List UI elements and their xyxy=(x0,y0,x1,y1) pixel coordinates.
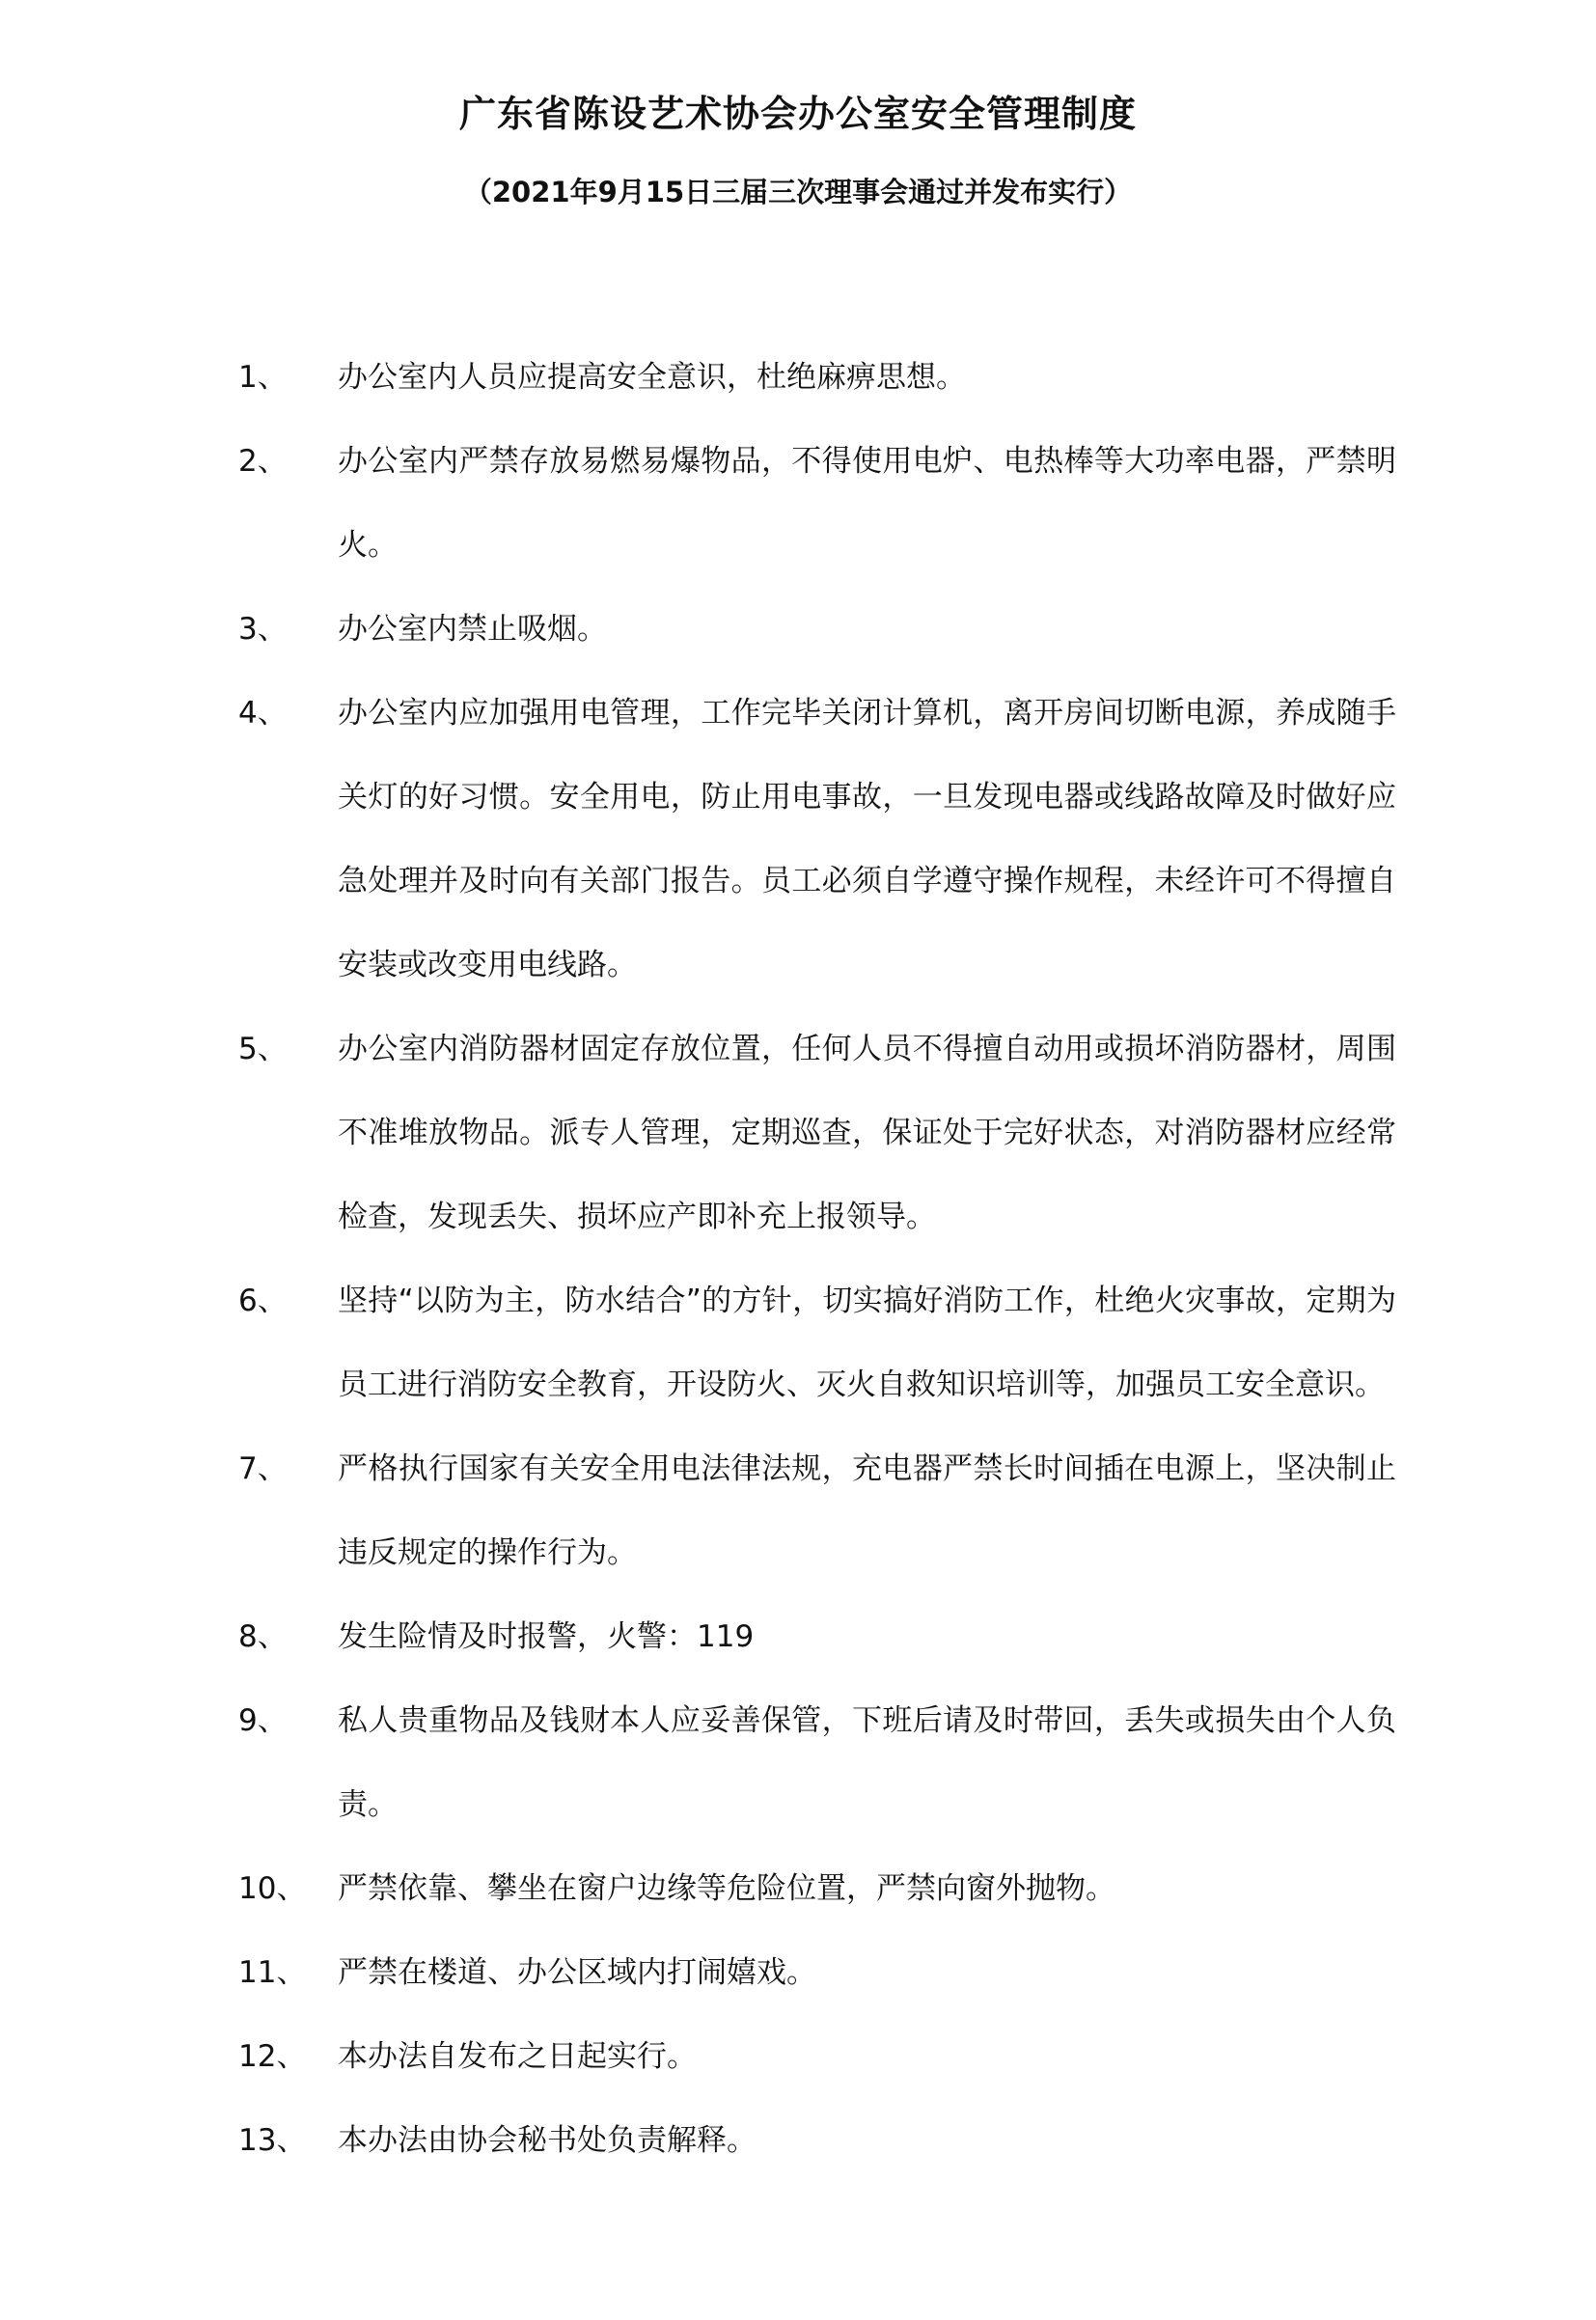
rule-text: 办公室内人员应提高安全意识，杜绝麻痹思想。 xyxy=(338,360,966,395)
rule-number: 1、 xyxy=(238,360,288,395)
rule-number: 4、 xyxy=(238,696,288,731)
rule-number: 9、 xyxy=(238,1703,288,1738)
rule-item xyxy=(238,1679,1396,1847)
rule-number: 6、 xyxy=(238,1284,288,1318)
rule-item xyxy=(238,336,1396,420)
rule-text: 办公室内严禁存放易燃易爆物品，不得使用电炉、电热棒等大功率电器，严禁明火。 xyxy=(338,444,1396,563)
document-title: 广东省陈设艺术协会办公室安全管理制度 xyxy=(458,93,1137,135)
document-subtitle: （2021年9月15日三届三次理事会通过并发布实行） xyxy=(463,176,1133,208)
rule-number: 10、 xyxy=(238,1871,307,1906)
rule-number: 11、 xyxy=(238,1955,307,1990)
rule-item xyxy=(238,672,1396,1008)
rule-text: 坚持“以防为主，防水结合”的方针，切实搞好消防工作，杜绝火灾事故，定期为员工进行消防安全教育，开设防火、灭火自救知识培训等，加强员工安全意识。 xyxy=(338,1284,1396,1402)
rule-item xyxy=(238,1259,1396,1427)
rule-number: 3、 xyxy=(238,612,288,647)
rule-number: 12、 xyxy=(238,2039,307,2074)
rule-item xyxy=(238,1008,1396,1259)
rule-item xyxy=(238,2099,1396,2183)
rule-text: 办公室内消防器材固定存放位置，任何人员不得擅自动用或损坏消防器材，周围不准堆放物品。派专人管理，定期巡查，保证处于完好状态，对消防器材应经常检查，发现丢失、损坏应产即补充上报领导。 xyxy=(338,1032,1396,1234)
rule-number: 5、 xyxy=(238,1032,288,1066)
rule-item xyxy=(238,588,1396,672)
rule-text: 严禁依靠、攀坐在窗户边缘等危险位置，严禁向窗外抛物。 xyxy=(338,1871,1115,1906)
rule-item xyxy=(238,1847,1396,1931)
rule-text: 办公室内禁止吸烟。 xyxy=(338,612,607,647)
rule-item xyxy=(238,1931,1396,2015)
rule-number: 7、 xyxy=(238,1451,288,1486)
rule-number: 13、 xyxy=(238,2123,307,2158)
rule-text: 严格执行国家有关安全用电法律法规，充电器严禁长时间插在电源上，坚决制止违反规定的操作行为。 xyxy=(338,1451,1396,1570)
rule-text: 本办法自发布之日起实行。 xyxy=(338,2039,697,2074)
rule-item xyxy=(238,420,1396,588)
rule-item xyxy=(238,1427,1396,1595)
rule-text: 本办法由协会秘书处负责解释。 xyxy=(338,2123,757,2158)
rule-text: 发生险情及时报警，火警：119 xyxy=(338,1619,755,1654)
rule-text: 私人贵重物品及钱财本人应妥善保管，下班后请及时带回，丢失或损失由个人负责。 xyxy=(338,1703,1396,1822)
rule-item xyxy=(238,1595,1396,1679)
rule-text: 办公室内应加强用电管理，工作完毕关闭计算机，离开房间切断电源，养成随手关灯的好习惯。安全用电，防止用电事故，一旦发现电器或线路故障及时做好应急处理并及时向有关部门报告。员工必须自学遵守操作规程，未经许可不得擅自安装或改变用电线路。 xyxy=(338,696,1396,982)
rule-number: 8、 xyxy=(238,1619,288,1654)
rules-list xyxy=(238,336,1396,2183)
rule-number: 2、 xyxy=(238,444,288,479)
rule-item xyxy=(238,2015,1396,2099)
rule-text: 严禁在楼道、办公区域内打闹嬉戏。 xyxy=(338,1955,816,1990)
